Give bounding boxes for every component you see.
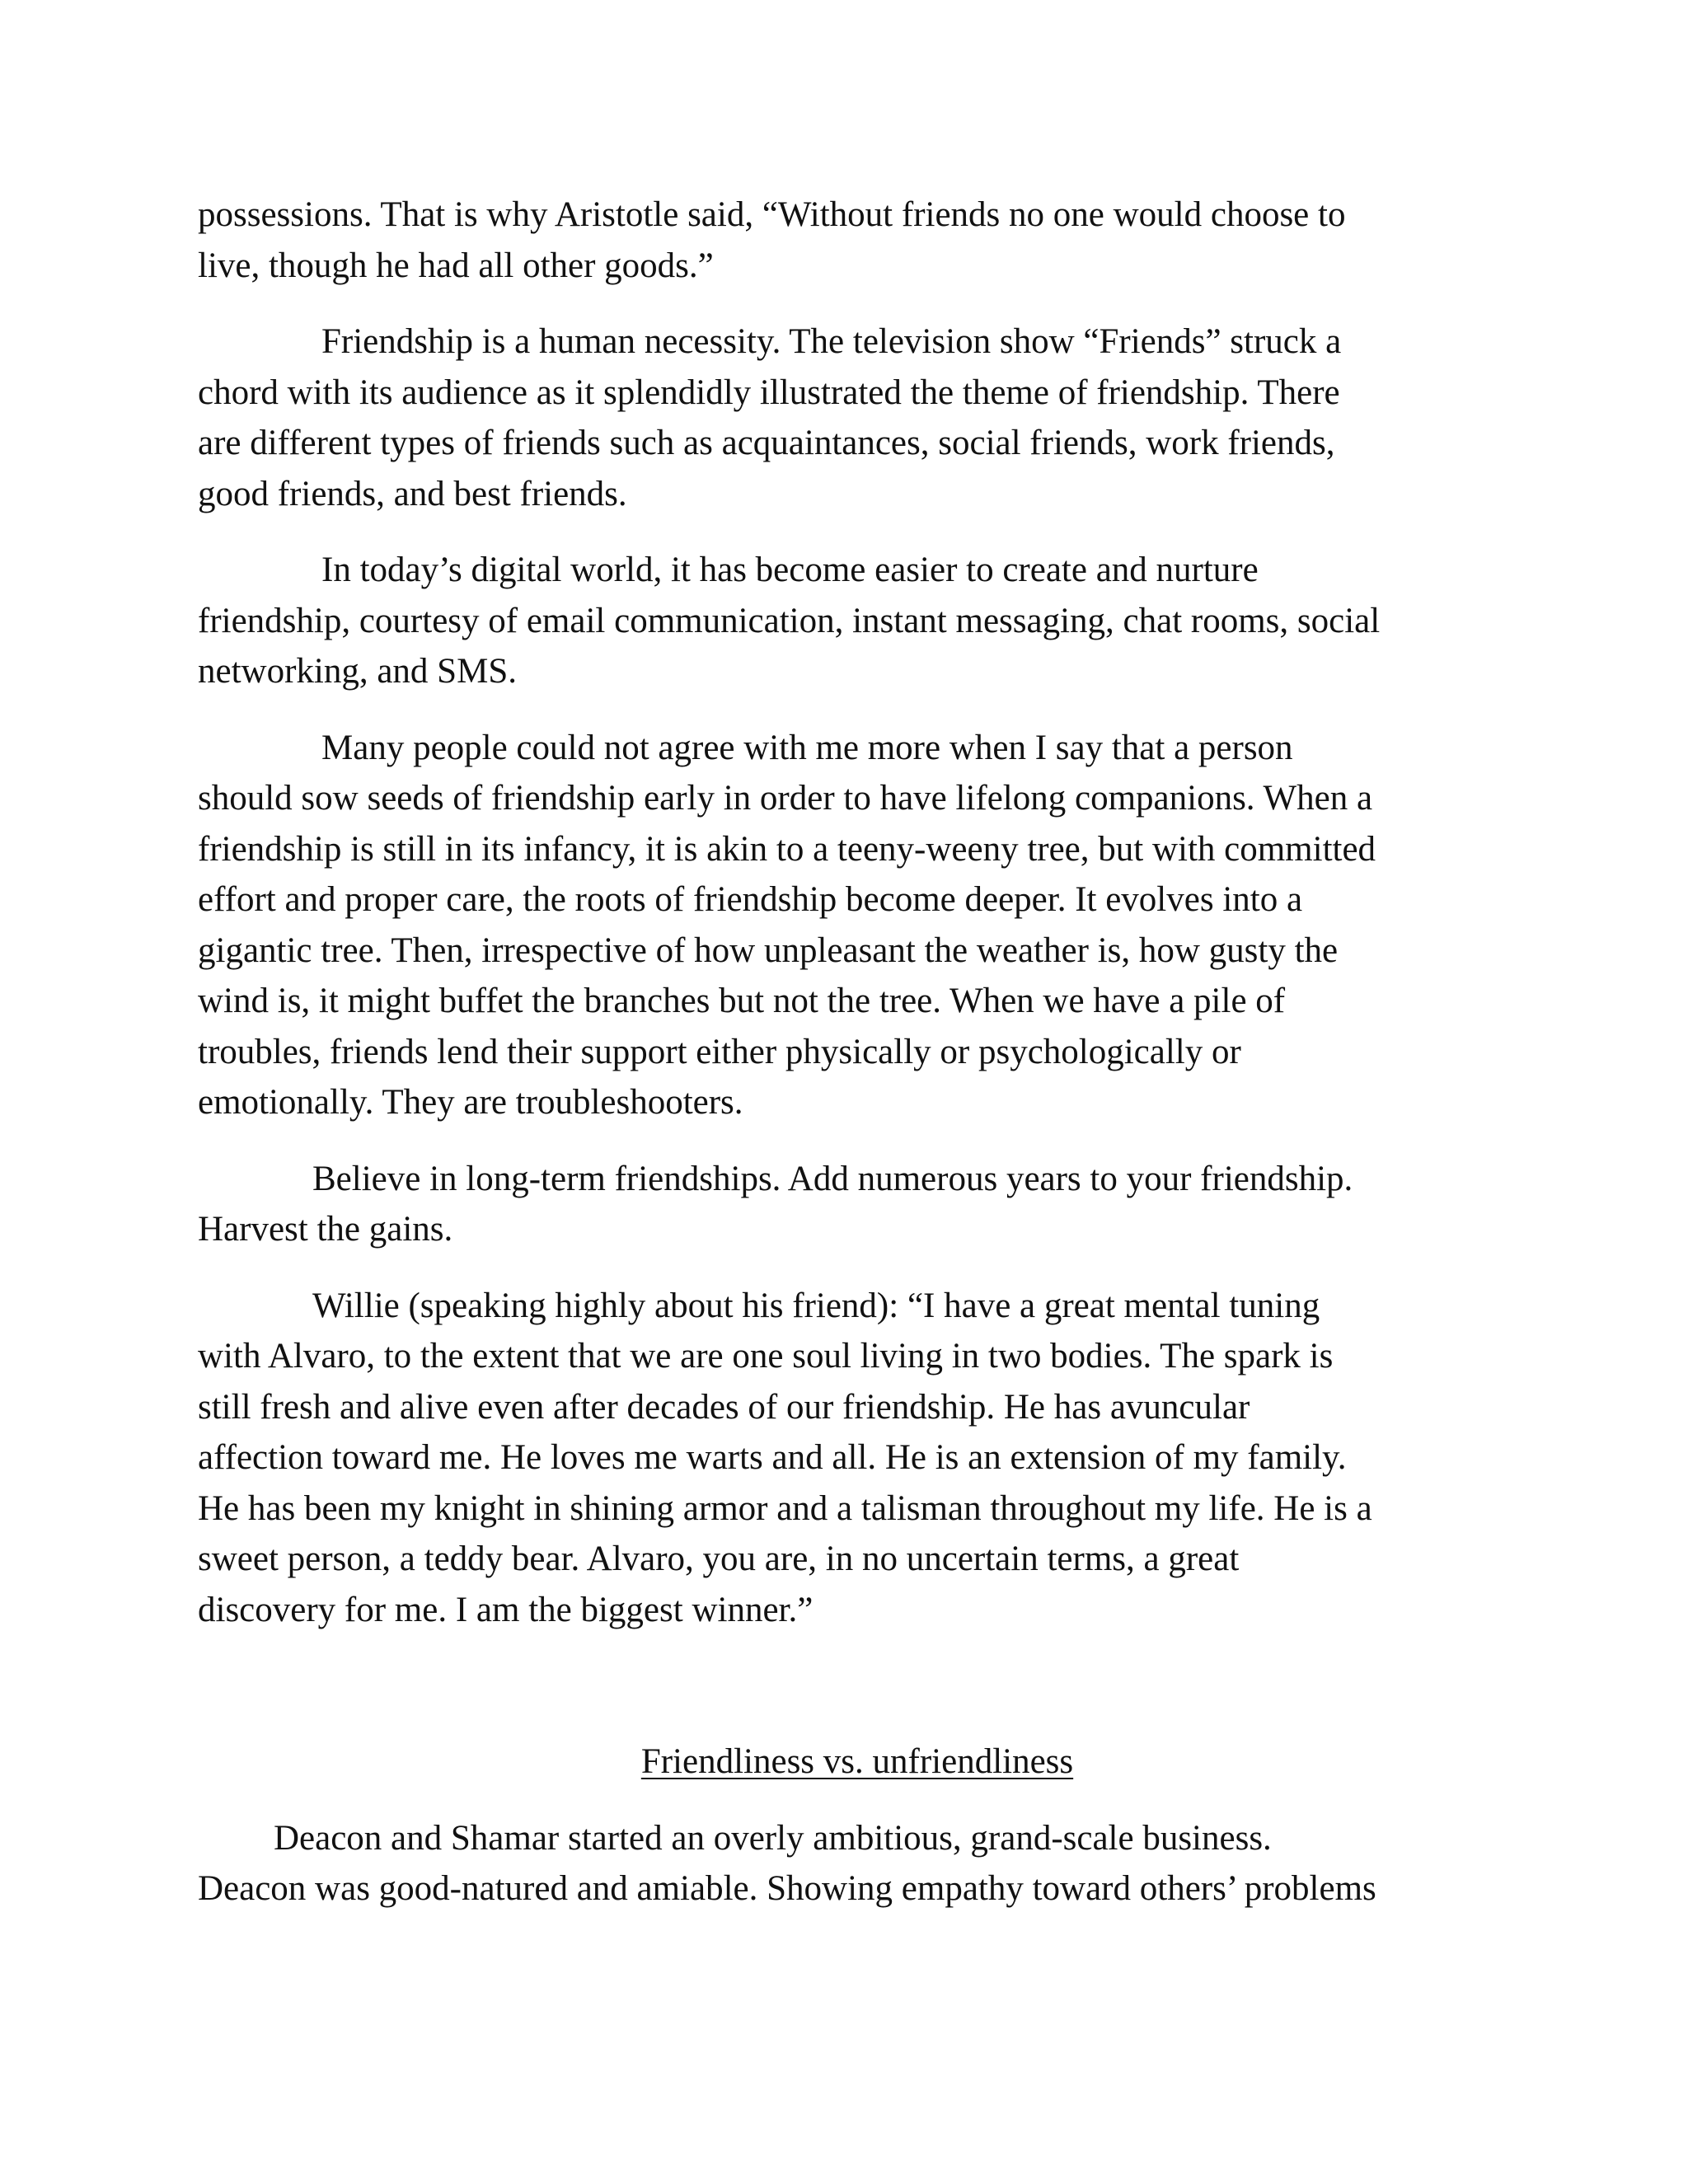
text-line: effort and proper care, the roots of friendship become deeper. It evolves into a xyxy=(198,880,1303,919)
text-line: with Alvaro, to the extent that we are one soul living in two bodies. The spark is xyxy=(198,1337,1334,1376)
text-line: Friendship is a human necessity. The television show “Friends” struck a xyxy=(321,322,1342,361)
section-heading: Friendliness vs. unfriendliness xyxy=(640,1742,1074,1781)
text-line: emotionally. They are troubleshooters. xyxy=(198,1083,743,1122)
text-line: He has been my knight in shining armor and a talisman throughout my life. He is a xyxy=(198,1488,1372,1528)
text-line: still fresh and alive even after decades of our friendship. He has avuncular xyxy=(198,1387,1250,1427)
text-line: discovery for me. I am the biggest winner.” xyxy=(198,1590,814,1629)
paragraph-deacon-shamar xyxy=(198,1813,1517,1915)
text-line: Deacon was good-natured and amiable. Showing empathy toward others’ problems xyxy=(198,1869,1376,1908)
text-line: networking, and SMS. xyxy=(198,652,517,691)
text-line: chord with its audience as it splendidly illustrated the theme of friendship. There xyxy=(198,373,1340,412)
text-line: gigantic tree. Then, irrespective of how unpleasant the weather is, how gusty the xyxy=(198,930,1339,970)
document-body xyxy=(198,190,1517,1940)
text-line: good friends, and best friends. xyxy=(198,474,627,513)
text-line: Many people could not agree with me more when I say that a person xyxy=(321,728,1293,767)
paragraph-human-necessity xyxy=(198,316,1517,519)
text-line: sweet person, a teddy bear. Alvaro, you are, in no uncertain terms, a great xyxy=(198,1540,1240,1578)
text-line: Deacon and Shamar started an overly ambitious, grand-scale business. xyxy=(274,1818,1272,1858)
text-line: friendship is still in its infancy, it is akin to a teeny-weeny tree, but with committed xyxy=(198,829,1376,869)
paragraph-willie-quote xyxy=(198,1281,1517,1636)
text-line: Harvest the gains. xyxy=(198,1210,453,1249)
text-line: In today’s digital world, it has become easier to create and nurture xyxy=(321,551,1259,589)
text-line: wind is, it might buffet the branches but not the tree. When we have a pile of xyxy=(198,982,1286,1020)
text-line: Believe in long-term friendships. Add numerous years to your friendship. xyxy=(312,1159,1353,1198)
text-line: are different types of friends such as acquaintances, social friends, work friends, xyxy=(198,424,1335,462)
paragraph-aristotle-quote xyxy=(198,190,1517,291)
text-line: live, though he had all other goods.” xyxy=(198,246,714,285)
text-line: should sow seeds of friendship early in order to have lifelong companions. When a xyxy=(198,779,1373,818)
paragraph-seeds-of-friendship xyxy=(198,723,1517,1128)
text-line: troubles, friends lend their support either physically or psychologically or xyxy=(198,1032,1241,1071)
text-line: Willie (speaking highly about his friend): “I have a great mental tuning xyxy=(312,1286,1320,1325)
text-line: friendship, courtesy of email communication, instant messaging, chat rooms, social xyxy=(198,601,1381,640)
text-line: affection toward me. He loves me warts and all. He is an extension of my family. xyxy=(198,1438,1347,1477)
text-line: possessions. That is why Aristotle said, “Without friends no one would choose to xyxy=(198,195,1346,234)
paragraph-digital-world xyxy=(198,545,1517,697)
paragraph-long-term xyxy=(198,1154,1517,1255)
